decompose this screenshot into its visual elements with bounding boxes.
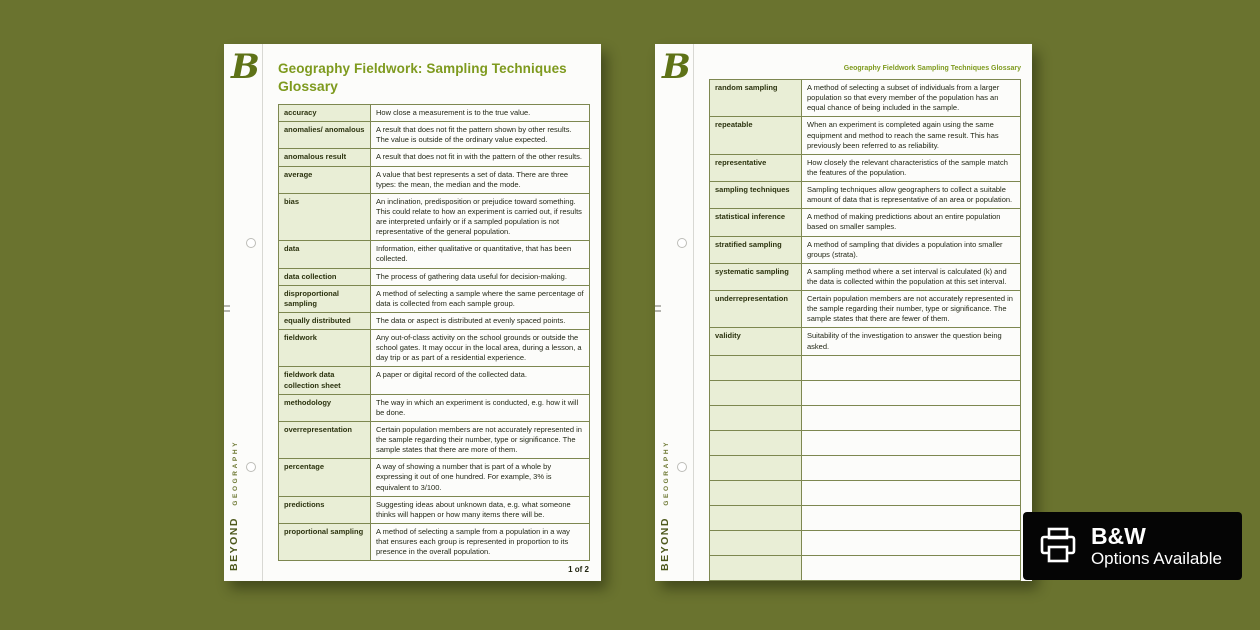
term-cell: statistical inference <box>710 209 802 236</box>
term-cell <box>710 430 802 455</box>
definition-cell <box>802 380 1021 405</box>
term-cell: stratified sampling <box>710 236 802 263</box>
definition-cell <box>802 530 1021 555</box>
term-cell: methodology <box>279 394 371 421</box>
glossary-row <box>710 263 1021 290</box>
term-cell: random sampling <box>710 80 802 117</box>
page-number: 1 of 2 <box>568 565 589 574</box>
worksheet-page-2 <box>655 44 1032 581</box>
term-cell: underrepresentation <box>710 291 802 328</box>
definition-cell: Certain population members are not accurately represented in the sample regarding their number, type or significance. The sample states that there are fewer of them. <box>802 291 1021 328</box>
hole-punch <box>677 462 687 472</box>
definition-cell <box>802 505 1021 530</box>
registration-mark <box>224 305 230 307</box>
term-cell: fieldwork <box>279 330 371 367</box>
term-cell <box>710 555 802 580</box>
definition-cell: A method of making predictions about an entire population based on smaller samples. <box>802 209 1021 236</box>
glossary-row <box>710 328 1021 355</box>
definition-cell: A way of showing a number that is part of a whole by expressing it out of one hundred. For example, 3% is equivalent to 3/100. <box>371 459 590 496</box>
glossary-row <box>279 285 590 312</box>
term-cell: data <box>279 241 371 268</box>
glossary-table-1 <box>278 104 590 561</box>
sidebar-brand: BEYOND <box>228 517 240 571</box>
page-1-content <box>278 44 590 581</box>
term-cell: percentage <box>279 459 371 496</box>
glossary-row <box>710 555 1021 580</box>
glossary-row <box>710 117 1021 154</box>
term-cell: predictions <box>279 496 371 523</box>
term-cell <box>710 380 802 405</box>
term-cell: validity <box>710 328 802 355</box>
glossary-row <box>279 241 590 268</box>
definition-cell: An inclination, predisposition or prejudice toward something. This could relate to how an experiment is carried out, if results are interpreted unfairly or if a sampled population is not representative of the general population. <box>371 193 590 241</box>
hole-punch <box>677 238 687 248</box>
glossary-row <box>710 505 1021 530</box>
definition-cell: Suggesting ideas about unknown data, e.g. what someone thinks will happen or how many items there will be. <box>371 496 590 523</box>
glossary-row <box>710 355 1021 380</box>
term-cell <box>710 405 802 430</box>
term-cell: overrepresentation <box>279 421 371 458</box>
sidebar-subject: GEOGRAPHY <box>232 439 239 506</box>
glossary-row <box>710 236 1021 263</box>
bw-badge-text <box>1091 523 1222 570</box>
definition-cell: Suitability of the investigation to answer the question being asked. <box>802 328 1021 355</box>
term-cell: fieldwork data collection sheet <box>279 367 371 394</box>
definition-cell: A result that does not fit in with the pattern of the other results. <box>371 149 590 166</box>
glossary-row <box>279 193 590 241</box>
beyond-logo-icon: B <box>662 47 691 87</box>
definition-cell <box>802 455 1021 480</box>
glossary-row <box>710 455 1021 480</box>
term-cell <box>710 505 802 530</box>
worksheet-page-1 <box>224 44 601 581</box>
registration-mark <box>655 310 661 312</box>
term-cell <box>710 530 802 555</box>
glossary-row <box>279 459 590 496</box>
definition-cell: When an experiment is completed again using the same equipment and method to reach the same result. This has previously been referred to as reliability. <box>802 117 1021 154</box>
glossary-row <box>279 105 590 122</box>
glossary-row <box>279 421 590 458</box>
hole-punch <box>246 238 256 248</box>
term-cell: repeatable <box>710 117 802 154</box>
registration-mark <box>655 305 661 307</box>
glossary-row <box>710 291 1021 328</box>
sidebar-brand-text <box>656 440 672 571</box>
definition-cell: How close a measurement is to the true value. <box>371 105 590 122</box>
glossary-row <box>279 166 590 193</box>
glossary-row <box>710 430 1021 455</box>
definition-cell: A result that does not fit the pattern shown by other results. The value is outside of the ordinary value expected. <box>371 122 590 149</box>
definition-cell: Information, either qualitative or quantitative, that has been collected. <box>371 241 590 268</box>
glossary-row <box>279 268 590 285</box>
sidebar-brand: BEYOND <box>659 517 671 571</box>
glossary-row <box>710 380 1021 405</box>
hole-punch <box>246 462 256 472</box>
beyond-logo-icon: B <box>231 47 260 87</box>
term-cell <box>710 355 802 380</box>
definition-cell <box>802 405 1021 430</box>
definition-cell: A paper or digital record of the collected data. <box>371 367 590 394</box>
glossary-row <box>279 367 590 394</box>
definition-cell: A method of sampling that divides a population into smaller groups (strata). <box>802 236 1021 263</box>
definition-cell: Sampling techniques allow geographers to collect a suitable amount of data that is representative of an area or population. <box>802 182 1021 209</box>
definition-cell: How closely the relevant characteristics of the sample match the features of the population. <box>802 154 1021 181</box>
term-cell: disproportional sampling <box>279 285 371 312</box>
term-cell: accuracy <box>279 105 371 122</box>
glossary-row <box>710 154 1021 181</box>
term-cell: anomalous result <box>279 149 371 166</box>
definition-cell: The process of gathering data useful for decision-making. <box>371 268 590 285</box>
term-cell: bias <box>279 193 371 241</box>
glossary-row <box>279 149 590 166</box>
page-subtitle: Glossary <box>278 78 338 94</box>
glossary-row <box>710 405 1021 430</box>
glossary-row <box>710 209 1021 236</box>
term-cell: equally distributed <box>279 312 371 329</box>
term-cell: systematic sampling <box>710 263 802 290</box>
term-cell: average <box>279 166 371 193</box>
glossary-row <box>279 330 590 367</box>
definition-cell: A method of selecting a subset of individuals from a larger population so that every member of the population has an equal chance of being included in the sample. <box>802 80 1021 117</box>
glossary-row <box>710 530 1021 555</box>
glossary-row <box>279 496 590 523</box>
sidebar-brand-text <box>225 440 241 571</box>
printer-icon <box>1038 526 1078 566</box>
glossary-row <box>710 182 1021 209</box>
sidebar-subject: GEOGRAPHY <box>663 439 670 506</box>
definition-cell: The way in which an experiment is conducted, e.g. how it will be done. <box>371 394 590 421</box>
running-header: Geography Fieldwork Sampling Techniques Glossary <box>843 65 1021 72</box>
glossary-row <box>279 523 590 560</box>
registration-mark <box>224 310 230 312</box>
bw-options-badge <box>1023 512 1242 580</box>
margin-divider <box>693 44 694 581</box>
glossary-row <box>279 312 590 329</box>
term-cell: data collection <box>279 268 371 285</box>
definition-cell <box>802 430 1021 455</box>
definition-cell: Any out-of-class activity on the school grounds or outside the school gates. It may occur in the local area, during a lesson, a day trip or as part of a residential experience. <box>371 330 590 367</box>
definition-cell: A method of selecting a sample from a population in a way that ensures each group is represented in proportion to its presence in the overall population. <box>371 523 590 560</box>
glossary-row <box>279 122 590 149</box>
glossary-table-2 <box>709 79 1021 581</box>
page-title: Geography Fieldwork: Sampling Techniques <box>278 61 567 76</box>
term-cell: proportional sampling <box>279 523 371 560</box>
definition-cell <box>802 355 1021 380</box>
term-cell: sampling techniques <box>710 182 802 209</box>
margin-divider <box>262 44 263 581</box>
definition-cell: Certain population members are not accurately represented in the sample regarding their number, type or significance. The sample states that there are more of them. <box>371 421 590 458</box>
term-cell <box>710 455 802 480</box>
glossary-row <box>710 80 1021 117</box>
definition-cell <box>802 480 1021 505</box>
definition-cell <box>802 555 1021 580</box>
definition-cell: The data or aspect is distributed at evenly spaced points. <box>371 312 590 329</box>
page-2-content <box>709 44 1021 581</box>
glossary-row <box>279 394 590 421</box>
bw-badge-subtitle: Options Available <box>1090 549 1222 569</box>
definition-cell: A method of selecting a sample where the same percentage of data is collected from each sample group. <box>371 285 590 312</box>
term-cell: anomalies/ anomalous <box>279 122 371 149</box>
bw-badge-title: B&W <box>1090 522 1146 549</box>
term-cell <box>710 480 802 505</box>
definition-cell: A sampling method where a set interval is calculated (k) and the data is collected within the population at this set interval. <box>802 263 1021 290</box>
glossary-row <box>710 480 1021 505</box>
definition-cell: A value that best represents a set of data. There are three types: the mean, the median and the mode. <box>371 166 590 193</box>
term-cell: representative <box>710 154 802 181</box>
